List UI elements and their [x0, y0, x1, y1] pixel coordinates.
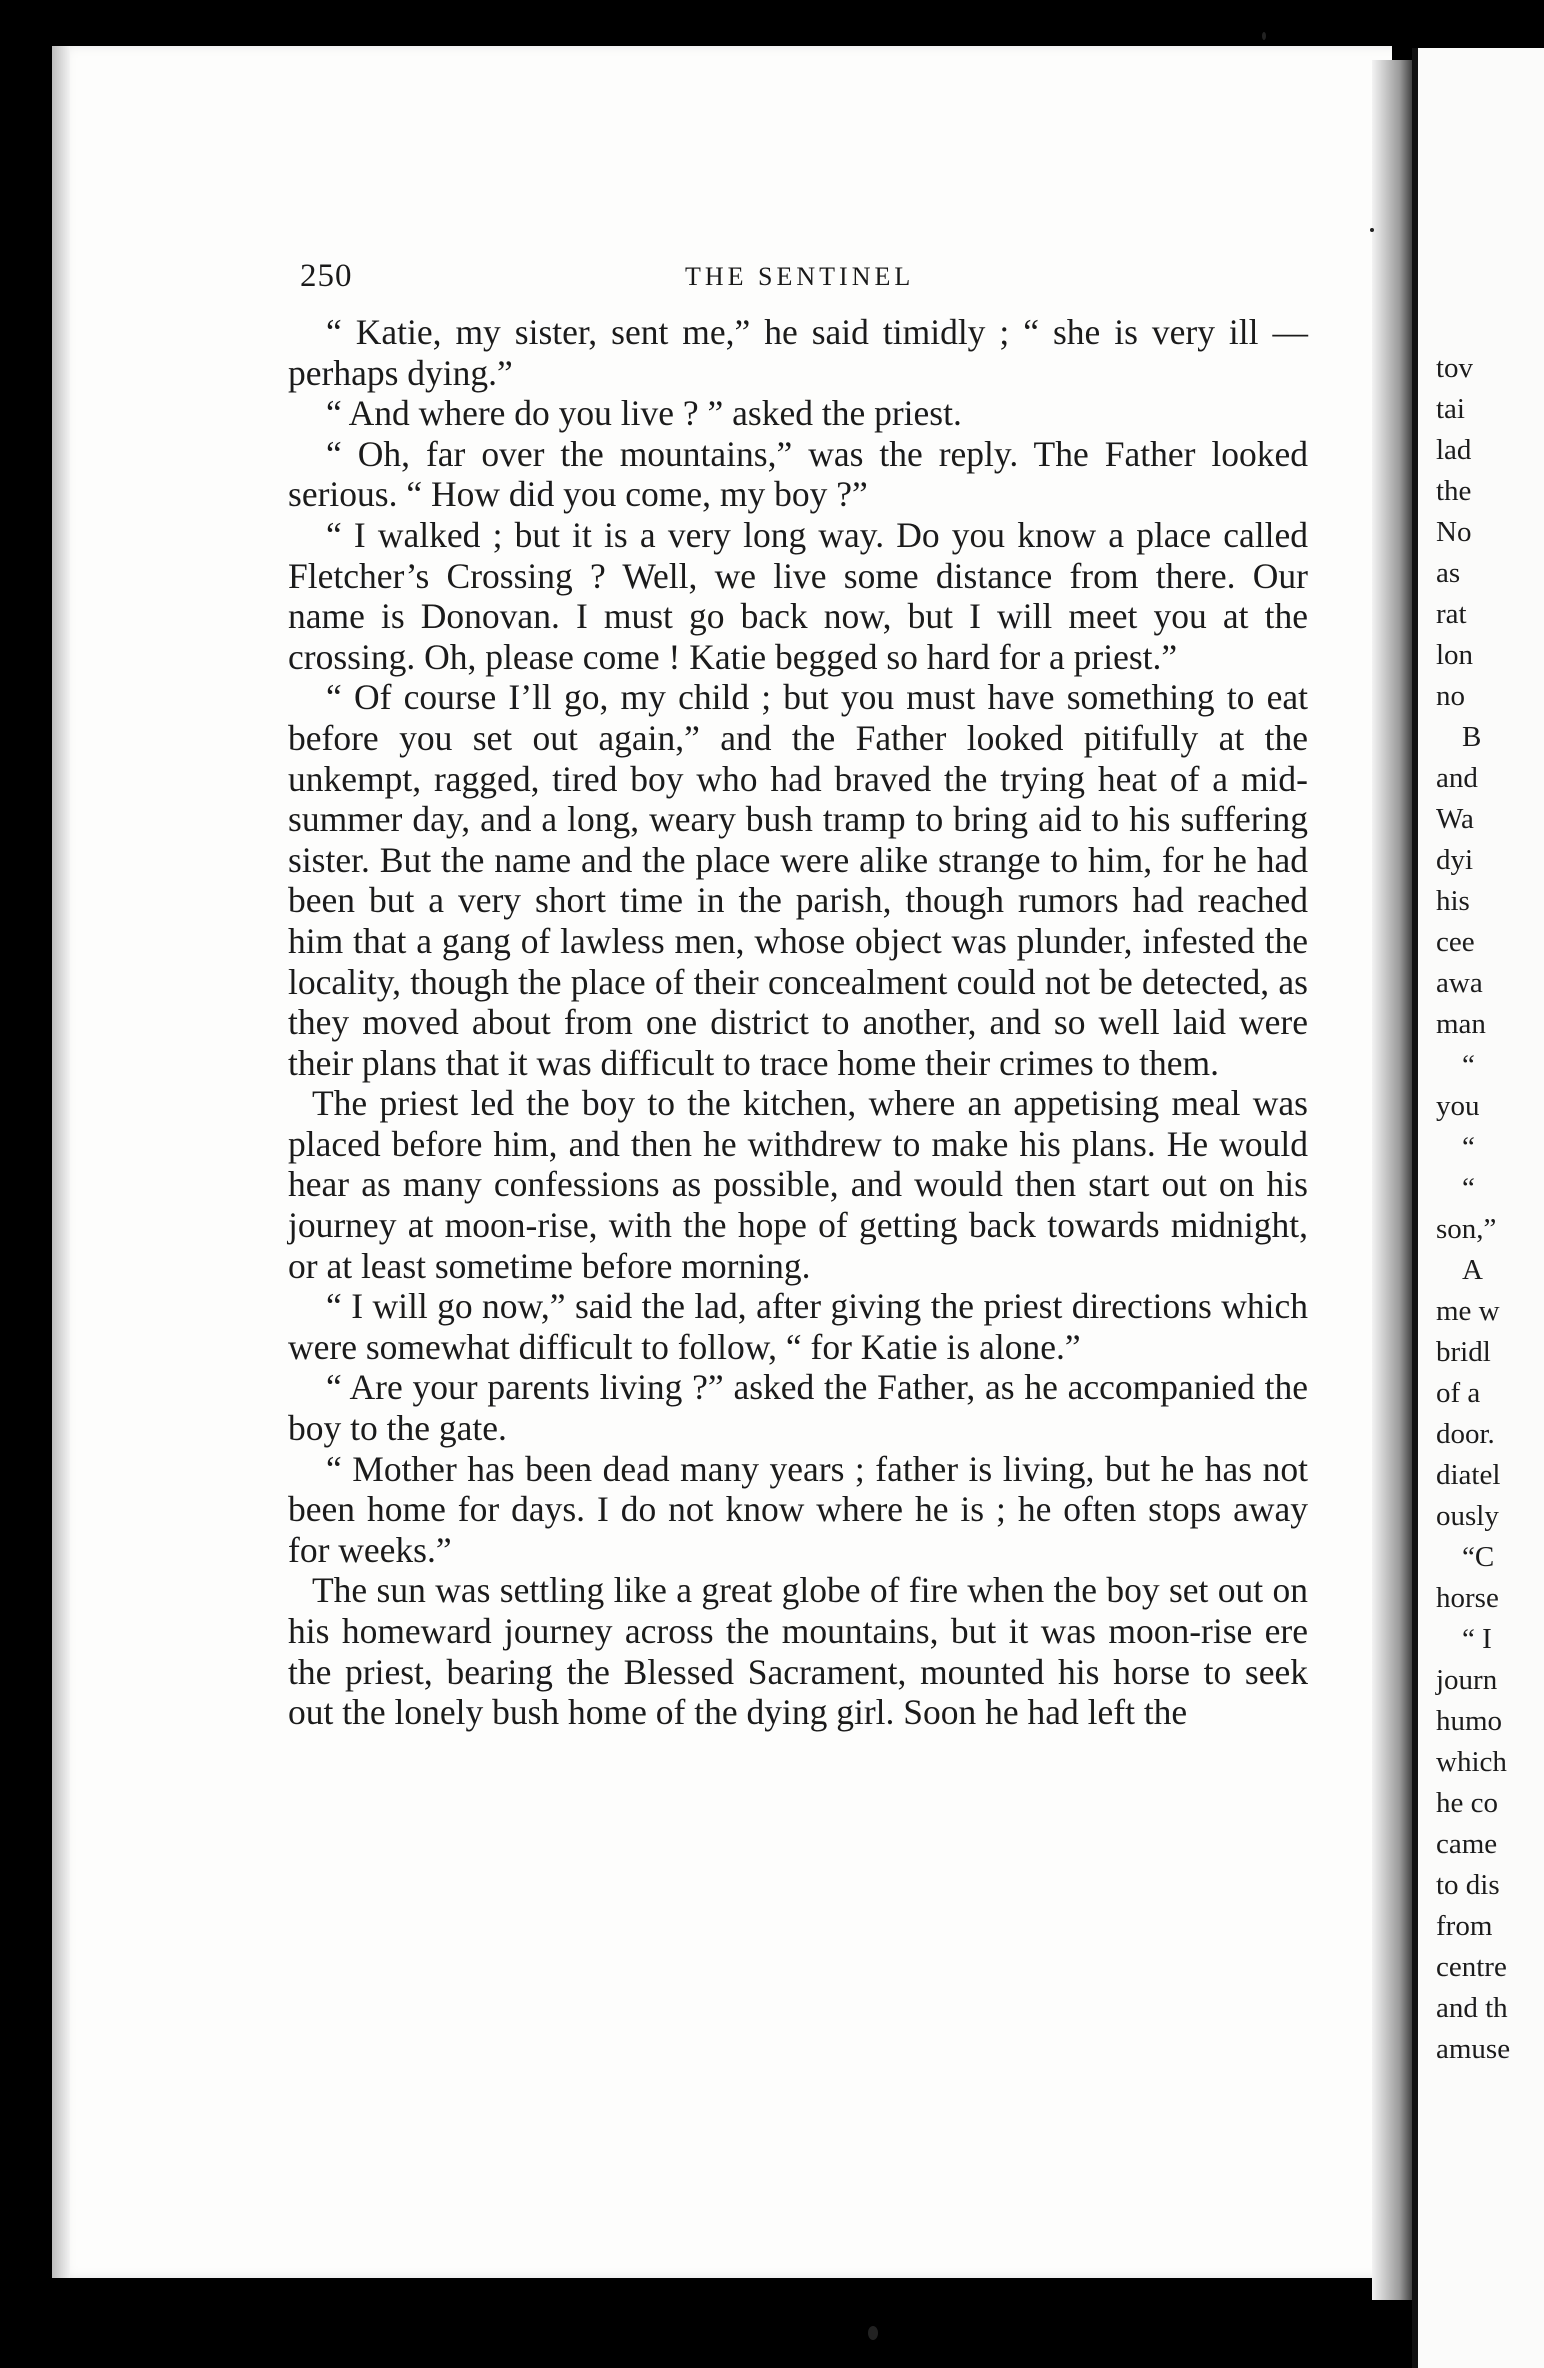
right-line: centre — [1436, 1951, 1507, 1983]
right-line: awa — [1436, 967, 1483, 999]
right-line: to dis — [1436, 1869, 1500, 1901]
right-line: lad — [1436, 434, 1472, 466]
right-line: the — [1436, 475, 1472, 507]
right-line: B — [1462, 721, 1482, 753]
right-line: as — [1436, 557, 1461, 589]
right-line: which — [1436, 1746, 1507, 1778]
right-page-text — [1436, 348, 1544, 2070]
running-head — [300, 258, 1306, 298]
right-line: “ I — [1462, 1623, 1492, 1655]
right-line: me w — [1436, 1295, 1500, 1327]
right-line: man — [1436, 1008, 1486, 1040]
right-line: dyi — [1436, 844, 1474, 876]
right-line: door. — [1436, 1418, 1495, 1450]
right-line: horse — [1436, 1582, 1499, 1614]
right-line: bridl — [1436, 1336, 1491, 1368]
right-line: amuse — [1436, 2033, 1511, 2065]
right-line: “C — [1462, 1541, 1495, 1573]
right-line: son,” — [1436, 1213, 1497, 1245]
right-line: and th — [1436, 1992, 1508, 2024]
right-line: No — [1436, 516, 1472, 548]
right-line: no — [1436, 680, 1465, 712]
paragraph: The sun was settling like a great globe of fire when the boy set out on his homeward journey across the mountains, but it was moon-rise ere the priest, bearing the Blessed Sacrament, mounted his horse to seek out the lonely bush home of the dying girl. Soon he had left the — [288, 1570, 1308, 1733]
right-line: ously — [1436, 1500, 1499, 1532]
right-line: “ — [1462, 1049, 1475, 1081]
right-line: humo — [1436, 1705, 1503, 1737]
right-line: A — [1462, 1254, 1483, 1286]
scan-speck — [868, 2326, 878, 2340]
paragraph: “ I will go now,” said the lad, after giving the priest directions which were somewhat difficult to follow, “ for Katie is alone.” — [288, 1286, 1308, 1367]
scan-speck — [1370, 228, 1374, 232]
paragraph: “ And where do you live ? ” asked the priest. — [326, 393, 962, 434]
binding-edge — [52, 46, 70, 2278]
paragraph: “ I walked ; but it is a very long way. Do you know a place called Fletcher’s Crossing ? Well, we live some distance from there. Our name is Donovan. I must go back now, but I will meet you at the crossing. Oh, please come ! Katie begged so hard for a priest.” — [288, 514, 1308, 677]
right-line: “ — [1462, 1131, 1475, 1163]
paragraph: “ Are your parents living ?” asked the Father, as he accompanied the boy to the gate. — [288, 1367, 1308, 1449]
right-line: and — [1436, 762, 1478, 794]
scan-speck — [1262, 32, 1266, 40]
journal-title: THE SENTINEL — [685, 262, 915, 291]
right-line: of a — [1436, 1377, 1481, 1409]
paragraph: “ Katie, my sister, sent me,” he said timidly ; “ she is very ill — perhaps dying.” — [288, 312, 1308, 393]
right-line: you — [1436, 1090, 1480, 1122]
right-line: he co — [1436, 1787, 1498, 1819]
right-line: came — [1436, 1828, 1498, 1860]
right-line: diatel — [1436, 1459, 1501, 1491]
right-line: from — [1436, 1910, 1493, 1942]
right-line: lon — [1436, 639, 1474, 671]
right-line: “ — [1462, 1172, 1475, 1204]
right-page — [1412, 48, 1544, 2368]
right-line: rat — [1436, 598, 1467, 630]
right-line: Wa — [1436, 803, 1474, 835]
right-line: journ — [1436, 1664, 1498, 1696]
paragraph: The priest led the boy to the kitchen, where an appetising meal was placed before him, and then he withdrew to make his plans. He would hear as many confessions as possible, and would then start out on his journey at moon-rise, with the hope of getting back towards midnight, or at least sometime before morning. — [288, 1083, 1308, 1286]
right-line: his — [1436, 885, 1470, 917]
page-number: 250 — [300, 258, 353, 294]
paragraph: “ Of course I’ll go, my child ; but you must have something to eat before you set out again,” and the Father looked pitifully at the unkempt, ragged, tired boy who had braved the trying heat of a mid-summer day, and a long, weary bush tramp to bring aid to his suffering sister. But the name and the place were alike strange to him, for he had been but a very short time in the parish, though rumors had reached him that a gang of lawless men, whose object was plunder, infested the locality, though the place of their concealment could not be detected, as they moved about from one district to another, and so well laid were their plans that it was difficult to trace home their crimes to them. — [288, 677, 1308, 1083]
paragraph: “ Oh, far over the mountains,” was the reply. The Father looked serious. “ How did you come, my boy ?” — [288, 433, 1308, 515]
paragraph: “ Mother has been dead many years ; father is living, but he has not been home for days. I do not know where he is ; he often stops away for weeks.” — [288, 1448, 1308, 1570]
right-line: cee — [1436, 926, 1475, 958]
article-text — [288, 312, 1308, 1733]
right-line: tov — [1436, 352, 1474, 384]
right-line: tai — [1436, 393, 1465, 425]
